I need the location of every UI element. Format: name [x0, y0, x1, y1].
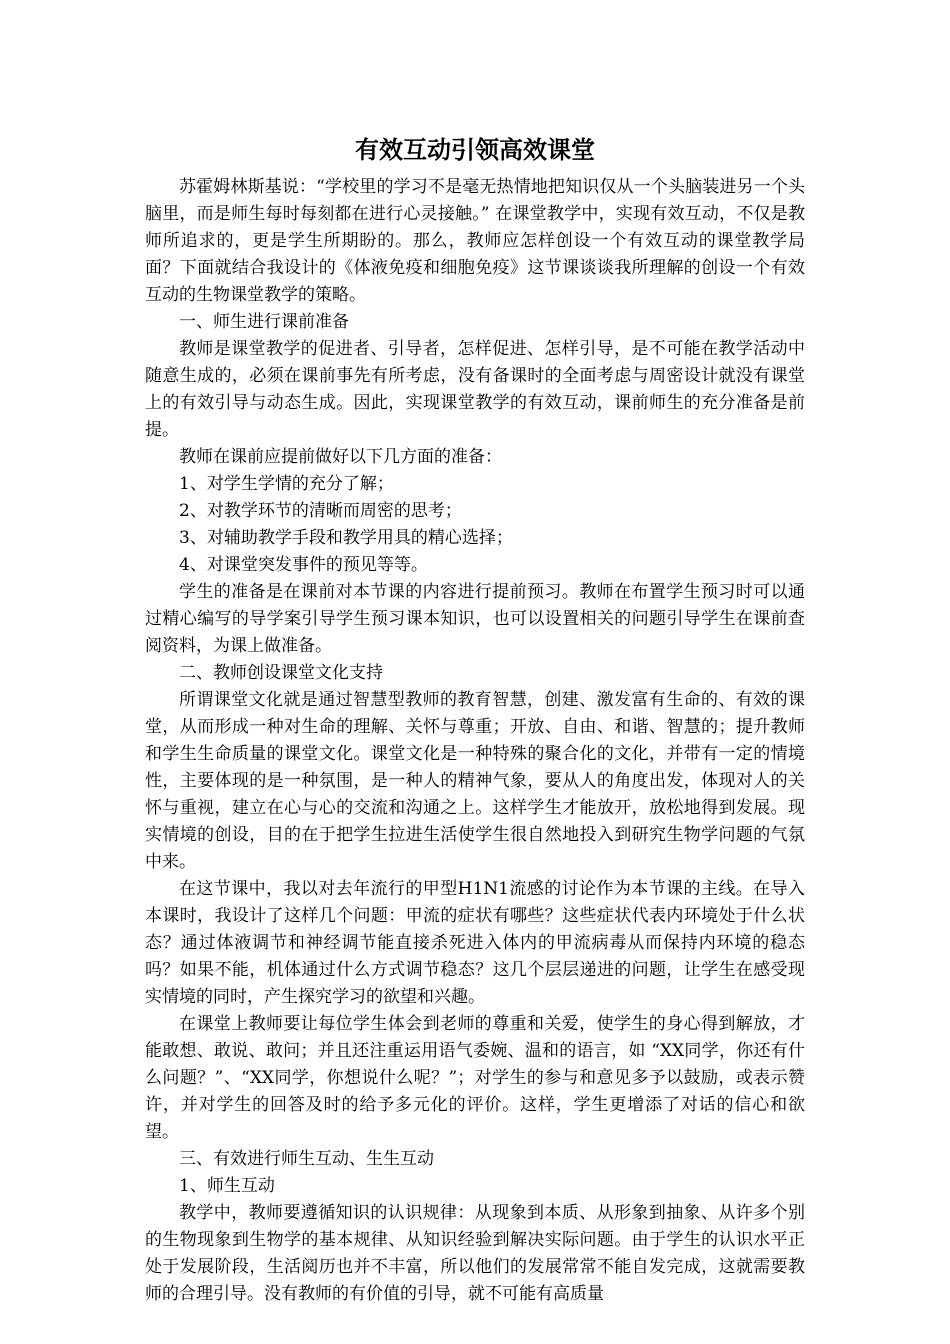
document-body: [145, 174, 805, 1308]
body-paragraph: 在这节课中，我以对去年流行的甲型H1N1流感的讨论作为本节课的主线。在导入本课时，我设计了这样几个问题：甲流的症状有哪些？这些症状代表内环境处于什么状态？通过体液调节和神经调节能直接杀死进入体内的甲流病毒从而保持内环境的稳态吗？如果不能，机体通过什么方式调节稳态？这几个层层递进的问题，让学生在感受现实情境的同时，产生探究学习的欲望和兴趣。: [145, 879, 805, 1007]
body-paragraph: 学生的准备是在课前对本节课的内容进行提前预习。教师在布置学生预习时可以通过精心编写的导学案引导学生预习课本知识，也可以设置相关的问题引导学生在课前查阅资料，为课上做准备。: [145, 582, 805, 656]
body-paragraph: 教师在课前应提前做好以下几方面的准备：: [179, 447, 502, 467]
subsection-heading: 1、师生互动: [179, 1176, 275, 1196]
section-heading-3: 三、有效进行师生互动、生生互动: [179, 1149, 434, 1169]
body-paragraph: 教学中，教师要遵循知识的认识规律：从现象到本质、从形象到抽象、从许多个别的生物现象到生物学的基本规律、从知识经验到解决实际问题。由于学生的认识水平正处于发展阶段，生活阅历也并不丰富，所以他们的发展常常不能自发完成，这就需要教师的合理引导。没有教师的有价值的引导，就不可能有高质量: [145, 1203, 805, 1304]
body-paragraph: 所谓课堂文化就是通过智慧型教师的教育智慧，创建、激发富有生命的、有效的课堂，从而形成一种对生命的理解、关怀与尊重；开放、自由、和谐、智慧的；提升教师和学生生命质量的课堂文化。课堂文化是一种特殊的聚合化的文化，并带有一定的情境性，主要体现的是一种氛围，是一种人的精神气象，要从人的角度出发，体现对人的关怀与重视，建立在心与心的交流和沟通之上。这样学生才能放开，放松地得到发展。现实情境的创设，目的在于把学生拉进生活使学生很自然地投入到研究生物学问题的气氛中来。: [145, 690, 805, 872]
document-title: 有效互动引领高效课堂: [355, 136, 595, 164]
body-paragraph: 教师是课堂教学的促进者、引导者，怎样促进、怎样引导，是不可能在教学活动中随意生成的，必须在课前事先有所考虑，没有备课时的全面考虑与周密设计就没有课堂上的有效引导与动态生成。因此，实现课堂教学的有效互动，课前师生的充分准备是前提。: [145, 339, 805, 440]
section-heading-2: 二、教师创设课堂文化支持: [179, 663, 383, 683]
section-heading-1: 一、师生进行课前准备: [179, 312, 349, 332]
list-item: 3、对辅助教学手段和教学用具的精心选择；: [179, 528, 513, 548]
list-item: 4、对课堂突发事件的预见等等。: [179, 555, 428, 575]
list-item: 1、对学生学情的充分了解；: [179, 474, 394, 494]
list-item: 2、对教学环节的清晰而周密的思考；: [179, 501, 462, 521]
body-paragraph: 在课堂上教师要让每位学生体会到老师的尊重和关爱，使学生的身心得到解放，才能敢想、敢说、敢问；并且还注重运用语气委婉、温和的语言，如 “XX同学，你还有什么问题？”、“XX同学，你想说什么呢？”；对学生的参与和意见多予以鼓励，或表示赞许，并对学生的回答及时的给予多元化的评价。这样，学生更增添了对话的信心和欲望。: [145, 1014, 805, 1142]
intro-paragraph: 苏霍姆林斯基说：“学校里的学习不是毫无热情地把知识仅从一个头脑装进另一个头脑里，而是师生每时每刻都在进行心灵接触。” 在课堂教学中，实现有效互动，不仅是教师所追求的，更是学生所期盼的。那么，教师应怎样创设一个有效互动的课堂教学局面？下面就结合我设计的《体液免疫和细胞免疫》这节课谈谈我所理解的创设一个有效互动的生物课堂教学的策略。: [145, 177, 805, 305]
